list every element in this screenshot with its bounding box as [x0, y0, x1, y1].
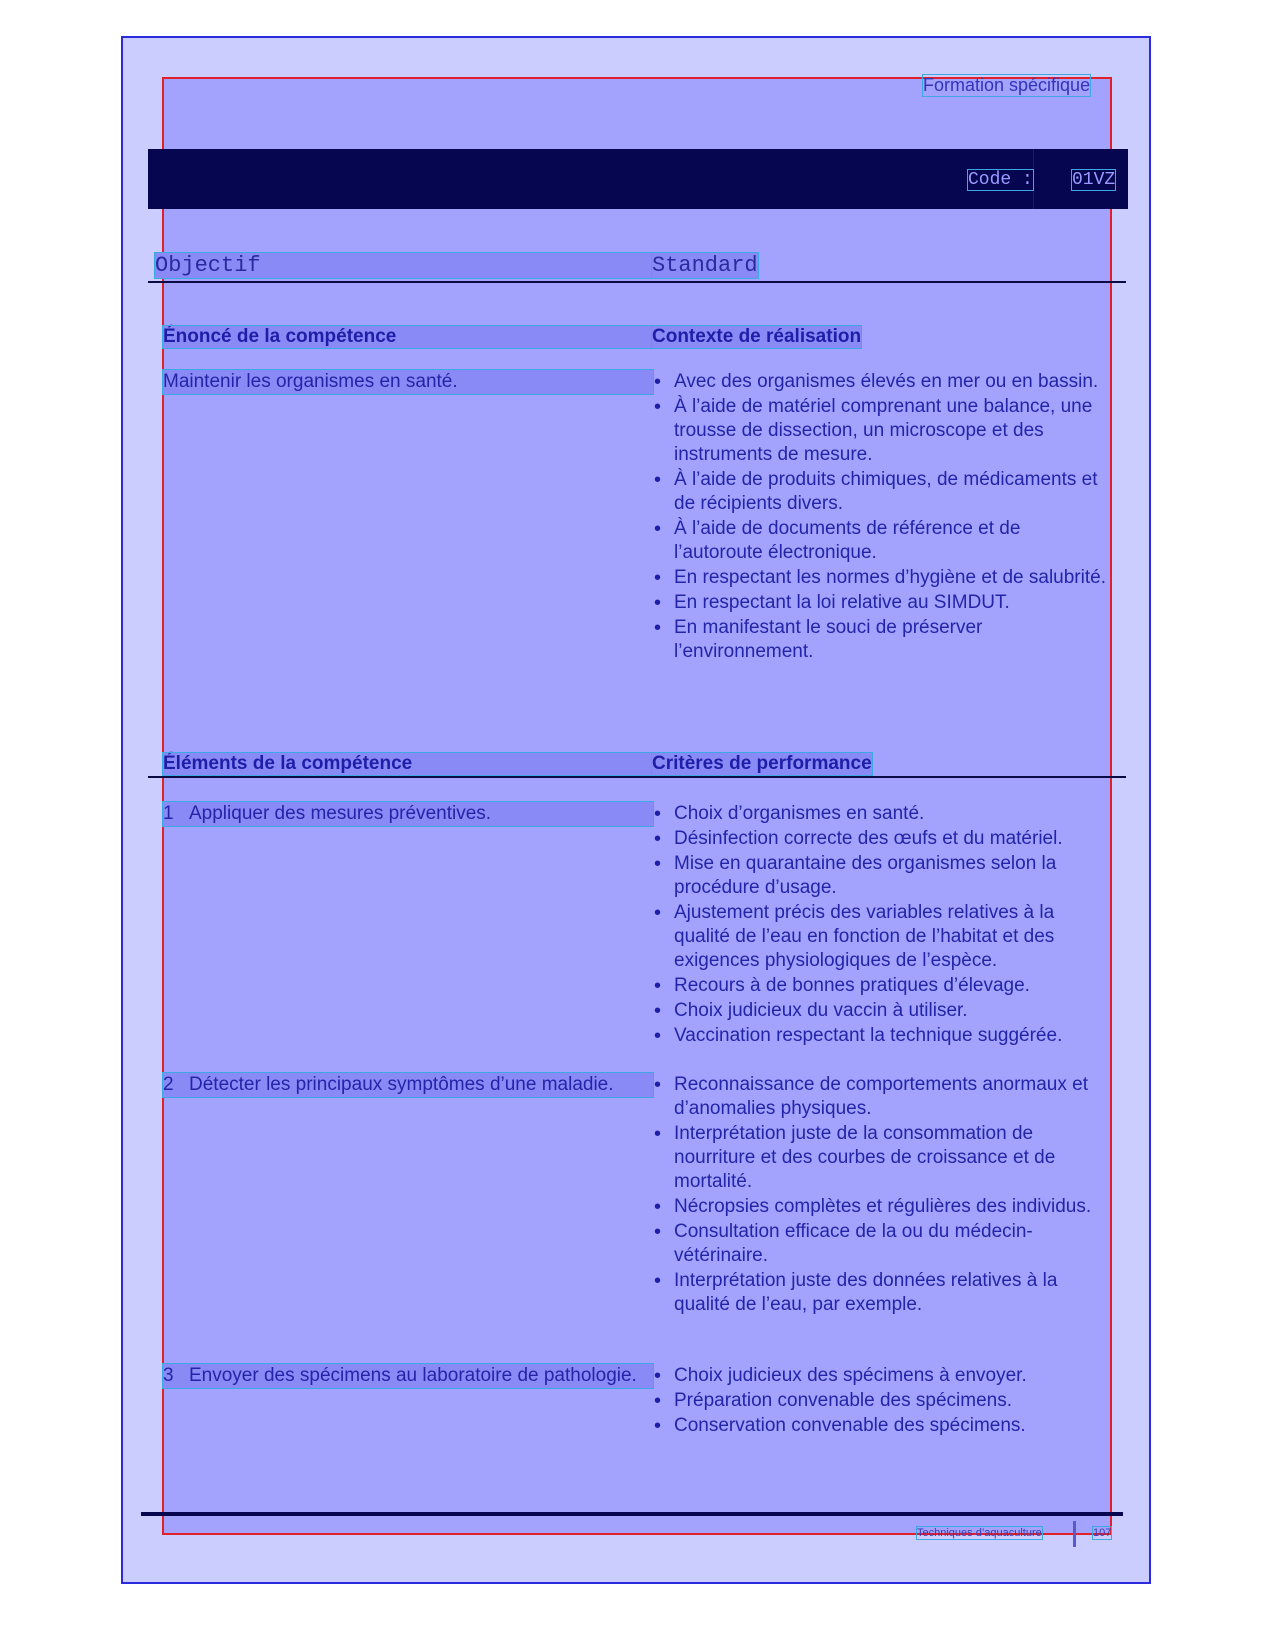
criteres-heading: Critères de performance	[652, 753, 872, 774]
list-item: • À l’aide de documents de référence et de l’autoroute électronique.	[652, 517, 1112, 565]
objectif-column-header: Objectif	[155, 253, 653, 278]
list-item: • Recours à de bonnes pratiques d’élevage.	[652, 974, 1112, 998]
criteres-list-1	[652, 802, 1112, 1049]
element-number: 1	[163, 803, 174, 824]
enonce-text: Maintenir les organismes en santé.	[163, 370, 653, 394]
band-divider	[1033, 149, 1034, 209]
section-rule	[148, 776, 1126, 778]
element-2	[163, 1073, 653, 1097]
list-item: • Désinfection correcte des œufs et du matériel.	[652, 827, 1112, 851]
elements-heading: Éléments de la compétence	[163, 753, 653, 775]
list-item: • Choix judicieux du vaccin à utiliser.	[652, 999, 1112, 1023]
list-item: • Interprétation juste des données relatives à la qualité de l’eau, par exemple.	[652, 1269, 1112, 1317]
criteres-list-2	[652, 1073, 1112, 1318]
element-1	[163, 802, 653, 826]
list-item: • À l’aide de produits chimiques, de médicaments et de récipients divers.	[652, 468, 1112, 516]
code-header-band	[148, 149, 1128, 209]
criteres-list-3	[652, 1364, 1112, 1439]
page-number: 107	[1093, 1527, 1112, 1539]
code-value: 01VZ	[1072, 170, 1116, 190]
list-item: • Conservation convenable des spécimens.	[652, 1414, 1112, 1438]
list-item: • À l’aide de matériel comprenant une balance, une trousse de dissection, un microscope et des instruments de mesure.	[652, 395, 1112, 467]
list-item: • Reconnaissance de comportements anormaux et d’anomalies physiques.	[652, 1073, 1112, 1121]
element-text: Appliquer des mesures préventives.	[189, 803, 492, 824]
standard-column-header: Standard	[652, 253, 758, 278]
element-number: 2	[163, 1074, 174, 1095]
element-text: Envoyer des spécimens au laboratoire de pathologie.	[189, 1365, 637, 1386]
footer-separator	[1073, 1521, 1076, 1547]
contexte-heading: Contexte de réalisation	[652, 326, 862, 347]
list-item: • Vaccination respectant la technique suggérée.	[652, 1024, 1112, 1048]
list-item: • Interprétation juste de la consommation de nourriture et des courbes de croissance et de mortalité.	[652, 1122, 1112, 1194]
list-item: • Nécropsies complètes et régulières des individus.	[652, 1195, 1112, 1219]
element-number: 3	[163, 1365, 174, 1386]
contexte-list	[652, 370, 1112, 665]
code-label: Code :	[968, 170, 1033, 190]
list-item: • Choix d’organismes en santé.	[652, 802, 1112, 826]
list-item: • Mise en quarantaine des organismes selon la procédure d’usage.	[652, 852, 1112, 900]
list-item: • Ajustement précis des variables relatives à la qualité de l’eau en fonction de l’habitat et des exigences physiologiques de l’espèce.	[652, 901, 1112, 973]
header-rule	[148, 281, 1126, 283]
footer-text: Techniques d’aquaculture	[917, 1527, 1042, 1539]
footer-rule	[141, 1512, 1123, 1516]
list-item: • En respectant la loi relative au SIMDUT.	[652, 591, 1112, 615]
list-item: • Choix judicieux des spécimens à envoyer.	[652, 1364, 1112, 1388]
list-item: • Préparation convenable des spécimens.	[652, 1389, 1112, 1413]
element-text: Détecter les principaux symptômes d’une maladie.	[189, 1074, 614, 1095]
list-item: • Avec des organismes élevés en mer ou en bassin.	[652, 370, 1112, 394]
element-3	[163, 1364, 653, 1388]
document-section-label: Formation spécifique	[923, 75, 1091, 95]
list-item: • En respectant les normes d’hygiène et de salubrité.	[652, 566, 1112, 590]
list-item: • En manifestant le souci de préserver l’environnement.	[652, 616, 1112, 664]
enonce-heading: Énoncé de la compétence	[163, 326, 653, 348]
list-item: • Consultation efficace de la ou du médecin-vétérinaire.	[652, 1220, 1112, 1268]
